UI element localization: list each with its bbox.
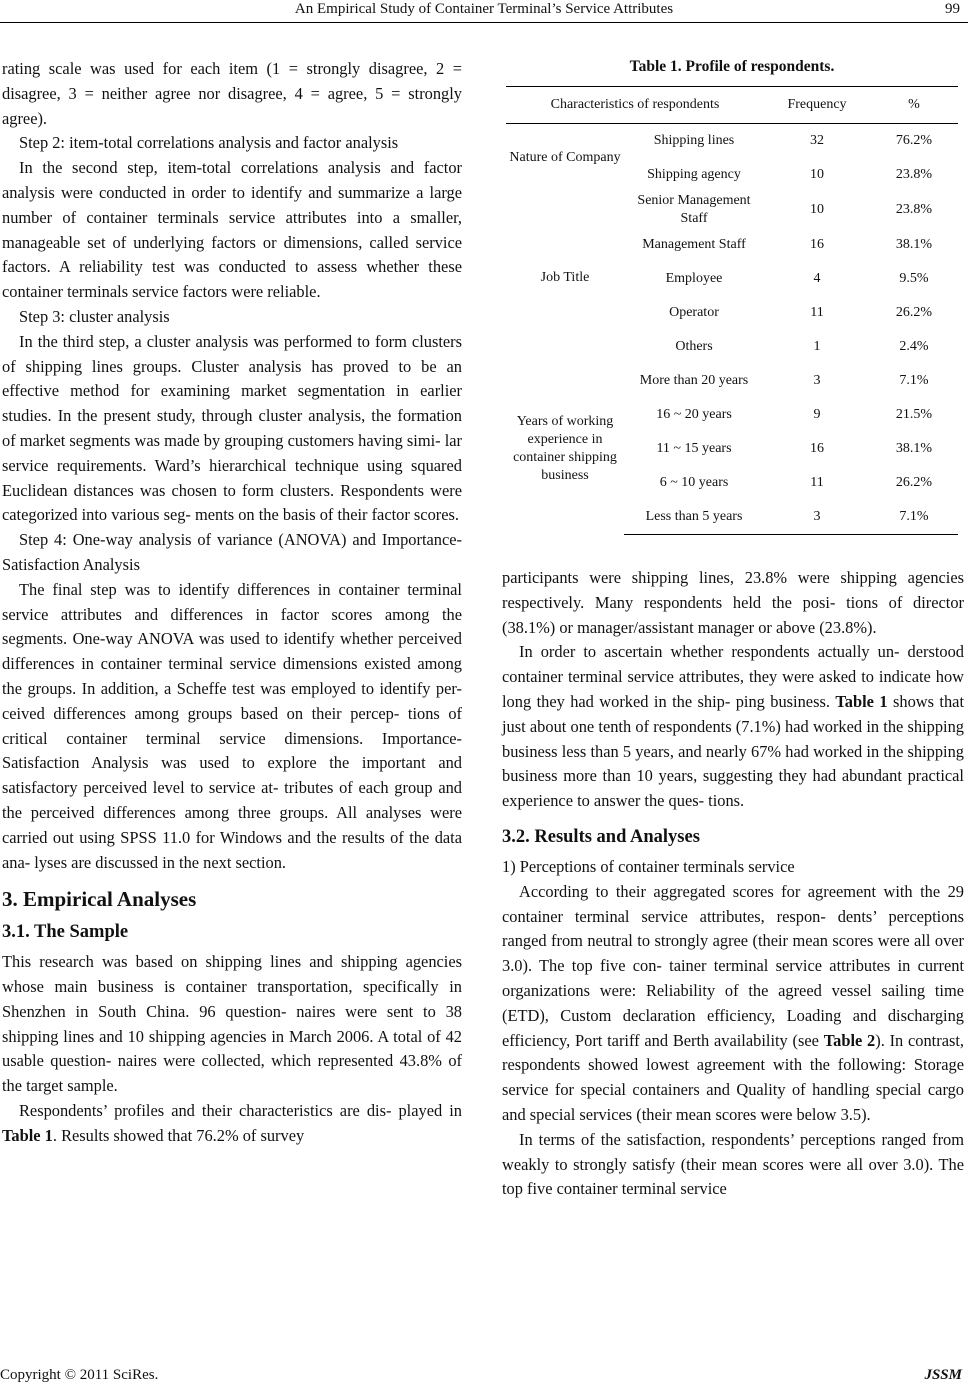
text-run: According to their aggregated scores for agreement with the 29 container terminal service attributes, respon- dents’ perceptions ranged from neutral to strongly agree (their mean scores were all over 3.0). The top five con- tainer terminal service attributes in current organizations were: Reliability of the agreed vessel sailing time (ETD), Custom declaration efficiency, Loading and discharging efficiency, Port tariff and Berth availability (see [502, 881, 964, 1050]
copyright: Copyright © 2011 SciRes. [0, 1367, 159, 1383]
row-frequency: 16 [810, 441, 824, 456]
step-2-heading: Step 2: item-total correlations analysis and factor analysis [19, 133, 399, 153]
paragraph [2, 1099, 462, 1149]
row-frequency: 9 [813, 407, 821, 422]
group-label: Nature of Company [509, 150, 621, 165]
paragraph: In the third step, a cluster analysis was performed to form clusters of shipping lines groups. Cluster analysis has proved to be an effective method for examining market segmentation in earlier studies. In the present study, through cluster analysis, the formation of market segments was made by grouping customers having simi- lar service requirements. Ward’s hierarchical technique using squared Euclidean distances was chosen to form clusters. Respondents were categorized into various seg- ments on the basis of their factor scores. [2, 331, 462, 525]
row-frequency: 11 [810, 475, 824, 490]
subsection-heading: 3.2. Results and Analyses [502, 826, 700, 847]
row-percent: 2.4% [899, 339, 929, 354]
header-percent: % [870, 87, 958, 124]
paragraph: The final step was to identify differences in container terminal service attributes and differences in factor scores among the segments. One-way ANOVA was used to identify whether perceived differences in container terminal service dimensions existed among the groups. In addition, a Scheffe test was employed to identify per- ceived differences among groups based on their percep- tions of critical container terminal service dimensions. Importance-Satisfaction Analysis was used to explore the important and satisfactory perceived level to service at- tributes of each group and the perceived differences among three groups. All analyses were carried out using SPSS 11.0 for Windows and the results of the data ana- lyses are discussed in the next section. [2, 579, 462, 872]
text-run: . Results showed that 76.2% of survey [52, 1125, 305, 1145]
row-percent: 38.1% [895, 441, 933, 456]
step-4-heading: Step 4: One-way analysis of variance (ANOVA) and Importance-Satisfaction Analysis [2, 530, 462, 574]
row-label: Operator [669, 305, 719, 320]
text-run: ). In contrast, respondents showed lowest agreement with the following: Storage service for special containers and Quality of handling special cargo and special services (their mean scores were below 3.5). [502, 1030, 964, 1124]
header-rule [0, 22, 968, 23]
subsection-heading: 3.1. The Sample [2, 922, 129, 943]
running-title: An Empirical Study of Container Terminal’s Service Attributes [294, 1, 674, 17]
paragraph [502, 640, 964, 814]
running-header [0, 0, 968, 24]
row-frequency: 3 [813, 373, 821, 388]
group-label: Years of working experience in container shipping business [513, 414, 617, 484]
table-row [506, 192, 958, 228]
row-label: 11 ~ 15 years [656, 441, 732, 456]
row-label: 16 ~ 20 years [656, 407, 732, 422]
text-run: Respondents’ profiles and their characteristics are dis- played in [19, 1101, 462, 1121]
row-percent: 21.5% [895, 407, 933, 422]
text-run: In order to ascertain whether respondents actually un- derstood container terminal service attributes, they were asked to indicate how long they had worked in the ship- ping business. [502, 642, 964, 711]
row-percent: 38.1% [895, 237, 933, 252]
row-percent: 7.1% [870, 500, 958, 535]
row-frequency: 10 [810, 202, 824, 217]
row-label: Shipping agency [647, 167, 741, 182]
row-percent: 26.2% [895, 305, 933, 320]
table-header-row [506, 87, 958, 124]
paragraph: participants were shipping lines, 23.8% were shipping agencies respectively. Many respondents held the posi- tions of director (38.1%) or manager/assistant manager or above (23.8%). [502, 568, 964, 637]
paragraph: This research was based on shipping lines and shipping agencies whose main business is container transportation, specifically in Shenzhen in South China. 96 question- naires were sent to 38 shipping lines and 10 shipping agencies in March 2006. A total of 42 usable question- naires were collected, which represented 43.8% of the target sample. [2, 952, 462, 1096]
row-frequency: 3 [764, 500, 870, 535]
row-frequency: 11 [810, 305, 824, 320]
row-percent: 23.8% [895, 202, 933, 217]
table-1 [506, 56, 958, 535]
row-frequency: 10 [810, 167, 824, 182]
table-caption: Table 1. Profile of respondents. [629, 58, 835, 75]
step-3-heading: Step 3: cluster analysis [19, 306, 170, 326]
row-label: Shipping lines [653, 133, 735, 148]
table-row [506, 124, 958, 159]
page-number: 99 [945, 1, 960, 17]
row-label: Employee [665, 271, 723, 286]
paragraph: In the second step, item-total correlations analysis and factor analysis were conducted in order to identify and summarize a large number of container terminals service attributes into a smaller, manageable set of underlying factors or dimensions, called service factors. A reliability test was conducted to assess whether these container terminals service factors were reliable. [2, 158, 462, 302]
row-frequency: 16 [810, 237, 824, 252]
row-label: Others [675, 339, 713, 354]
row-label: Less than 5 years [624, 500, 764, 535]
row-percent: 76.2% [895, 133, 933, 148]
table-reference: Table 1 [2, 1125, 53, 1145]
paragraph: 1) Perceptions of container terminals service [502, 856, 795, 876]
row-label: More than 20 years [639, 373, 749, 388]
row-frequency: 4 [813, 271, 821, 286]
row-label: 6 ~ 10 years [659, 475, 729, 490]
row-frequency: 1 [813, 339, 821, 354]
profile-table [506, 86, 958, 535]
paragraph: In terms of the satisfaction, respondents’ perceptions ranged from weakly to strongly satisfy (their mean scores were all over 3.0). The top five container terminal service [502, 1129, 964, 1199]
row-frequency: 32 [810, 133, 824, 148]
table-reference: Table 1 [835, 691, 888, 711]
table-row [506, 364, 958, 398]
group-label: Job Title [540, 270, 590, 285]
row-percent: 7.1% [899, 373, 929, 388]
text-run: shows that just about one tenth of respondents (7.1%) had worked in the shipping business less than 5 years, and nearly 67% had worked in the shipping business more than 10 years, suggesting they had abundant practical experience to answer the ques- tions. [502, 691, 964, 811]
row-label: Management Staff [642, 237, 746, 252]
table-reference: Table 2 [823, 1030, 876, 1050]
header-characteristics: Characteristics of respondents [506, 87, 764, 124]
row-percent: 23.8% [895, 167, 933, 182]
paragraph: rating scale was used for each item (1 = strongly disagree, 2 = disagree, 3 = neither agree nor disagree, 4 = agree, 5 = strongly agree). [2, 59, 462, 128]
section-heading: 3. Empirical Analyses [2, 887, 197, 912]
journal-name: JSSM [924, 1367, 962, 1383]
row-label: Senior Management Staff [637, 193, 751, 226]
row-percent: 26.2% [895, 475, 933, 490]
right-column [502, 566, 964, 1202]
paragraph [502, 880, 964, 1128]
header-frequency: Frequency [764, 87, 870, 124]
row-percent: 9.5% [899, 271, 929, 286]
left-column [2, 57, 462, 1149]
